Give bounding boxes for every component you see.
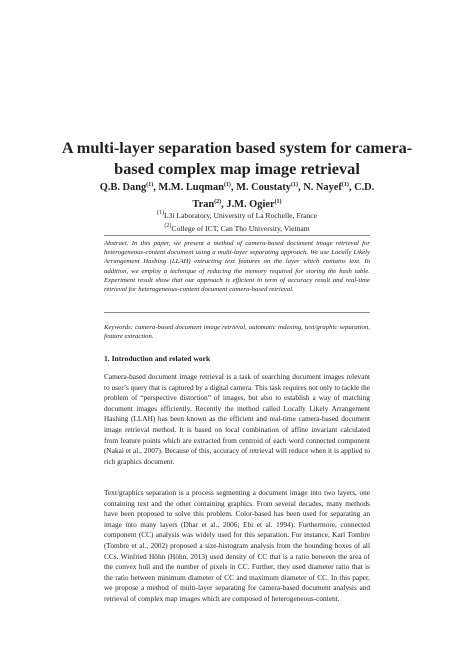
author-name: M.M. Luqman bbox=[158, 182, 224, 193]
author-separator: , bbox=[348, 182, 355, 193]
body-paragraph: Camera-based document image retrieval is a task of searching document images relevant to user’s query that is captured by a digital camera. This task requires not only to tackle the problem of “perspective distortion” of images, but also to establish a way of matching document images efficiently. Recently the method called Locally Likely Arrangement Hashing (LLAH) has been known as the efficient and real-time camera-based document image retrieval method. It is based on local combination of affine invariant calculated from feature points which are extracted from centroid of each word connected component (Nakai et al., 2007). Because of this, accuracy of retrieval will reduce when it is applied to rich graphics document. bbox=[104, 372, 370, 466]
author-affiliation-mark: (2) bbox=[214, 199, 222, 205]
author-entry bbox=[158, 182, 236, 193]
body-paragraph: Text/graphics separation is a process segmenting a document image into two layers, one containing text and the other containing graphics. From several decades, many methods have been proposed to solve this problem. Color-based has been used for separating an image into many layers (Dhar et al., 2006; Ebi et al. 1994). Furthermore, connected component (CC) analysis was widely used for this separation. For instance, Karl Tombre (Tombre et al., 2002) proposed a size-histogram analysis from the bounding boxes of all CCs. Winfried Höhn (Höhn, 2013) used density of CC that is a ratio between the area of the convex hull and the number of pixels in CC. Further, they used diameter ratio that is the ratio between minimum diameter of CC and maximum diameter of CC. In this paper, we propose a method of multi-layer separating for camera-based document analysis and retrieval of complex map images which are composed of heterogeneous-content. bbox=[104, 488, 370, 603]
affiliation-text: College of ICT, Can Tho University, Vietnam bbox=[171, 224, 310, 233]
affiliation-line bbox=[110, 208, 364, 221]
author-affiliation-mark: (1) bbox=[341, 182, 349, 188]
author-separator: , bbox=[297, 182, 304, 193]
author-list bbox=[85, 178, 389, 212]
author-affiliation-mark: (1) bbox=[274, 199, 282, 205]
author-affiliation-mark: (1) bbox=[223, 182, 231, 188]
author-name: C.D. Tran bbox=[192, 182, 375, 210]
affiliation-text: L3i Laboratory, University of La Rochelle, France bbox=[163, 211, 318, 220]
author-separator: , bbox=[153, 182, 159, 193]
author-affiliation-mark: (1) bbox=[146, 182, 154, 188]
author-name: J.M. Ogier bbox=[226, 199, 275, 210]
keywords-text: Keywords: camera-based document image retrieval, automatic indexing, text/graphic separation, feature extraction. bbox=[104, 324, 370, 341]
author-name: Q.B. Dang bbox=[99, 182, 147, 193]
section-heading: 1. Introduction and related work bbox=[104, 354, 211, 363]
affiliation-mark: (2) bbox=[164, 223, 172, 229]
author-entry bbox=[236, 182, 303, 193]
author-entry bbox=[100, 182, 159, 193]
author-name: N. Nayef bbox=[303, 182, 342, 193]
author-entry bbox=[303, 182, 354, 193]
author-name: M. Coustaty bbox=[236, 182, 291, 193]
affiliation-line bbox=[110, 221, 364, 234]
affiliation-mark: (1) bbox=[156, 210, 164, 216]
paper-title: A multi-layer separation based system for camera-based complex map image retrieval bbox=[61, 138, 413, 178]
abstract-text: Abstract. In this paper, we present a method of camera-based document image retrieval for heterogeneous-content document using a multi-layer separating approach. We use Locally Likely Arrangement Hashing (LLAH) extracting text features on the layer which contains text. In addition, we employ a technique of reducing the memory required for storing the hash table. Experiment result show that our approach is efficient in term of accuracy result and real-time retrieval for heterogeneous-content document camera-based retrieval. bbox=[104, 240, 370, 294]
affiliation-list bbox=[110, 208, 364, 234]
abstract-bottom-rule bbox=[104, 312, 370, 313]
abstract-top-rule bbox=[104, 235, 370, 236]
author-affiliation-mark: (1) bbox=[290, 182, 298, 188]
author-separator: , bbox=[221, 199, 227, 210]
author-separator: , bbox=[230, 182, 237, 193]
